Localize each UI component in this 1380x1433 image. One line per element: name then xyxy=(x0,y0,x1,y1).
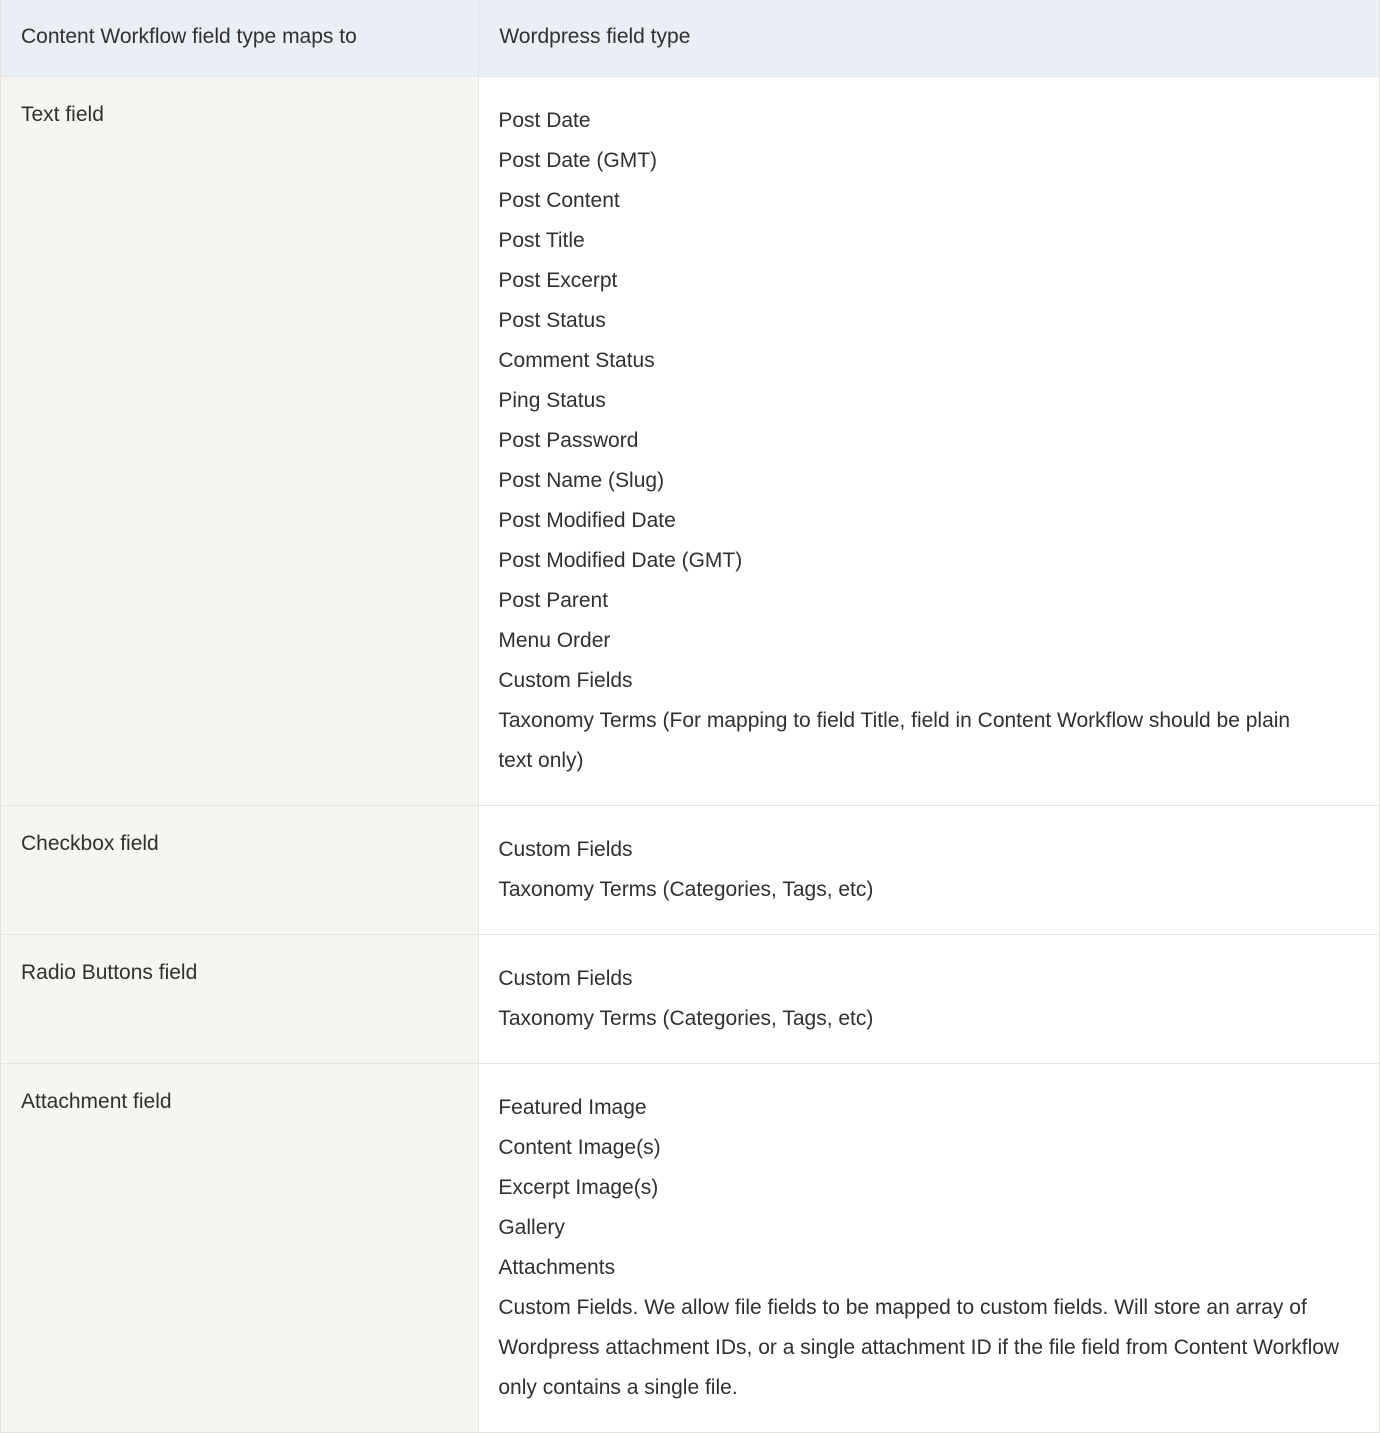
list-item: Content Image(s) xyxy=(498,1136,661,1160)
list-item: Gallery xyxy=(498,1216,565,1240)
cell-field-type xyxy=(1,806,479,935)
list-item: Post Date xyxy=(498,109,591,133)
list-item: Post Modified Date (GMT) xyxy=(498,549,743,573)
list-item: Custom Fields. We allow file fields to be mapped to custom fields. Will store an array of Wordpress attachment IDs, or a single attachment ID if the file field from Content Workflow only contains a single file. xyxy=(498,1296,1340,1400)
list-item: Menu Order xyxy=(498,629,611,653)
cell-content xyxy=(479,806,1379,934)
cell-field-type xyxy=(1,935,479,1064)
field-type-label: Radio Buttons field xyxy=(21,961,198,985)
list-item: Post Date (GMT) xyxy=(498,149,658,173)
list-item: Post Title xyxy=(498,229,585,253)
wordpress-type-list xyxy=(498,959,1355,1039)
wordpress-type-list xyxy=(498,830,1355,910)
list-item: Taxonomy Terms (Categories, Tags, etc) xyxy=(498,878,874,902)
list-item: Attachments xyxy=(498,1256,616,1280)
cell-wordpress-types xyxy=(479,806,1380,935)
list-item: Custom Fields xyxy=(498,669,633,693)
column-header-wordpress-field-type: Wordpress field type xyxy=(479,0,1380,77)
list-item: Post Status xyxy=(498,309,606,333)
column-header-content-workflow-field-type: Content Workflow field type maps to xyxy=(1,0,479,77)
list-item: Post Excerpt xyxy=(498,269,618,293)
list-item: Taxonomy Terms (Categories, Tags, etc) xyxy=(498,1007,874,1031)
list-item: Comment Status xyxy=(498,349,655,373)
cell-content xyxy=(479,77,1379,805)
field-type-label: Attachment field xyxy=(21,1090,172,1114)
cell-wordpress-types xyxy=(479,1064,1380,1433)
table-row xyxy=(1,806,1380,935)
cell-content xyxy=(479,1064,1379,1432)
cell-field-type xyxy=(1,77,479,806)
table-row xyxy=(1,77,1380,806)
list-item: Post Parent xyxy=(498,589,609,613)
table-row xyxy=(1,1064,1380,1433)
table-header xyxy=(1,0,1380,77)
cell-content xyxy=(1,1064,478,1140)
cell-content xyxy=(1,77,478,153)
table-header-row xyxy=(1,0,1380,77)
list-item: Post Content xyxy=(498,189,620,213)
list-item: Ping Status xyxy=(498,389,606,413)
list-item: Post Password xyxy=(498,429,639,453)
list-item: Post Modified Date xyxy=(498,509,676,533)
cell-wordpress-types xyxy=(479,77,1380,806)
cell-content xyxy=(1,806,478,882)
table-body xyxy=(1,77,1380,1433)
list-item: Featured Image xyxy=(498,1096,647,1120)
list-item: Excerpt Image(s) xyxy=(498,1176,659,1200)
table-row xyxy=(1,935,1380,1064)
cell-field-type xyxy=(1,1064,479,1433)
cell-content xyxy=(1,935,478,1011)
wordpress-type-list xyxy=(498,101,1355,781)
cell-wordpress-types xyxy=(479,935,1380,1064)
list-item: Post Name (Slug) xyxy=(498,469,665,493)
cell-content xyxy=(479,935,1379,1063)
field-type-label: Text field xyxy=(21,103,104,127)
list-item: Custom Fields xyxy=(498,967,633,991)
list-item: Taxonomy Terms (For mapping to field Title, field in Content Workflow should be plain text only) xyxy=(498,709,1291,773)
list-item: Custom Fields xyxy=(498,838,633,862)
wordpress-type-list xyxy=(498,1088,1355,1408)
field-type-label: Checkbox field xyxy=(21,832,159,856)
